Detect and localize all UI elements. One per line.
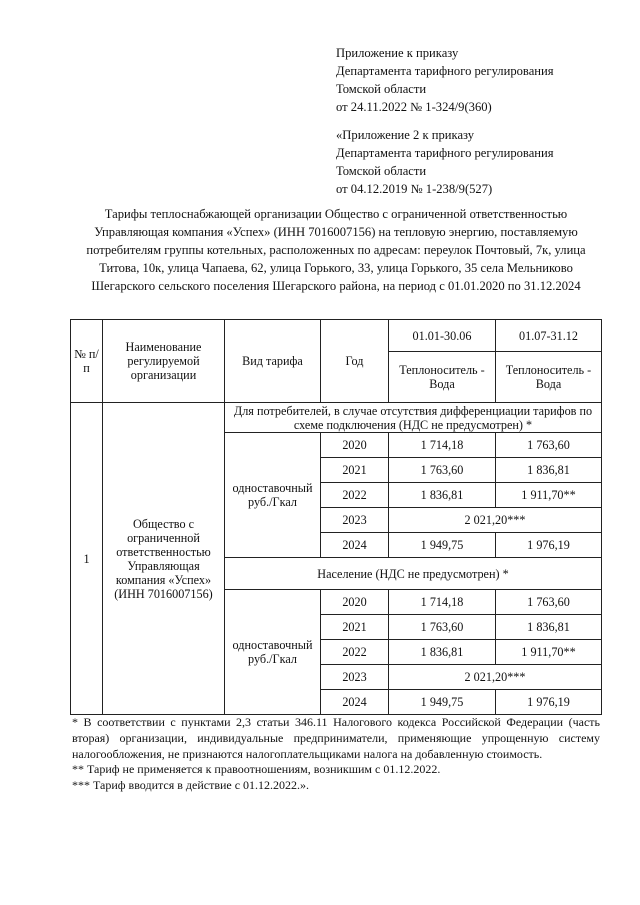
tariff-h1-cell: 1 949,75 xyxy=(389,690,496,715)
header-period-2: 01.07-31.12 xyxy=(496,320,602,352)
tariff-merged-cell: 2 021,20*** xyxy=(389,508,602,533)
year-cell: 2020 xyxy=(321,590,389,615)
tariff-h1-cell: 1 763,60 xyxy=(389,458,496,483)
tariff-h2-cell: 1 763,60 xyxy=(496,433,602,458)
footnote: * В соответствии с пунктами 2,3 статьи 346.11 Налогового кодекса Российской Федерации (часть вторая) организации, индивидуальные предприниматели, применяющие упрощенную систему налогообложения, не признаются налогоплательщиками налога на добавленную стоимость. xyxy=(72,715,600,761)
tariff-h1-cell: 1 714,18 xyxy=(389,433,496,458)
tariff-h2-cell: 1 976,19 xyxy=(496,690,602,715)
year-cell: 2024 xyxy=(321,533,389,558)
header-num: № п/п xyxy=(71,320,103,403)
footnotes xyxy=(72,715,600,794)
tariff-merged-cell: 2 021,20*** xyxy=(389,665,602,690)
tariff-h2-cell: 1 763,60 xyxy=(496,590,602,615)
tariff-h2-cell: 1 911,70** xyxy=(496,483,602,508)
tariff-h1-cell: 1 763,60 xyxy=(389,615,496,640)
tariff-type-cell: одноставочный руб./Гкал xyxy=(225,590,321,715)
year-cell: 2022 xyxy=(321,483,389,508)
header-medium-2: Теплоноситель - Вода xyxy=(496,352,602,403)
year-cell: 2024 xyxy=(321,690,389,715)
year-cell: 2021 xyxy=(321,458,389,483)
tariff-h1-cell: 1 836,81 xyxy=(389,640,496,665)
header-org: Наименование регулируемой организации xyxy=(103,320,225,403)
appendix2-line: Департамента тарифного регулирования xyxy=(336,146,554,160)
year-cell: 2023 xyxy=(321,508,389,533)
header-period-1: 01.01-30.06 xyxy=(389,320,496,352)
appendix-line: Приложение к приказу xyxy=(336,46,459,60)
tariff-h1-cell: 1 714,18 xyxy=(389,590,496,615)
row-number: 1 xyxy=(71,403,103,715)
tariff-table xyxy=(70,319,602,715)
section-row xyxy=(71,403,602,433)
document-title: Тарифы теплоснабжающей организации Общество с ограниченной ответственностью Управляющая компания «Успех» (ИНН 7016007156) на тепловую энергию, поставляемую потребителям группы котельных, расположенных по адресам: переулок Почтовый, 7к, улица Титова, 10к, улица Чапаева, 62, улица Горького, 33, улица Горького, 35 села Мельниково Шегарского сельского поселения Шегарского района, на период с 01.01.2020 по 31.12.2024 xyxy=(86,207,586,293)
tariff-h2-cell: 1 836,81 xyxy=(496,458,602,483)
organization-cell: Общество с ограниченной ответственностью Управляющая компания «Успех» (ИНН 7016007156) xyxy=(103,403,225,715)
section-title: Население (НДС не предусмотрен) * xyxy=(225,558,602,590)
year-cell: 2021 xyxy=(321,615,389,640)
year-cell: 2023 xyxy=(321,665,389,690)
appendix-line: от 24.11.2022 № 1-324/9(360) xyxy=(336,100,492,114)
appendix2-line: от 04.12.2019 № 1-238/9(527) xyxy=(336,182,493,196)
appendix2-line: «Приложение 2 к приказу xyxy=(336,128,475,142)
appendix2-line: Томской области xyxy=(336,164,427,178)
appendix2-header xyxy=(336,126,626,198)
tariff-h2-cell: 1 836,81 xyxy=(496,615,602,640)
footnote: *** Тариф вводится в действие с 01.12.2022.». xyxy=(72,778,310,793)
footnote: ** Тариф не применяется к правоотношениям, возникшим с 01.12.2022. xyxy=(72,762,441,777)
year-cell: 2020 xyxy=(321,433,389,458)
tariff-h1-cell: 1 836,81 xyxy=(389,483,496,508)
appendix-line: Томской области xyxy=(336,82,427,96)
header-tariff-type: Вид тарифа xyxy=(225,320,321,403)
appendix-line: Департамента тарифного регулирования xyxy=(336,64,554,78)
tariff-h2-cell: 1 976,19 xyxy=(496,533,602,558)
header-row xyxy=(71,320,602,352)
tariff-type-cell: одноставочный руб./Гкал xyxy=(225,433,321,558)
tariff-h2-cell: 1 911,70** xyxy=(496,640,602,665)
header-year: Год xyxy=(321,320,389,403)
year-cell: 2022 xyxy=(321,640,389,665)
section-title: Для потребителей, в случае отсутствия дифференциации тарифов по схеме подключения (НДС не предусмотрен) * xyxy=(225,403,602,433)
tariff-h1-cell: 1 949,75 xyxy=(389,533,496,558)
header-medium-1: Теплоноситель - Вода xyxy=(389,352,496,403)
appendix-header xyxy=(336,44,626,116)
